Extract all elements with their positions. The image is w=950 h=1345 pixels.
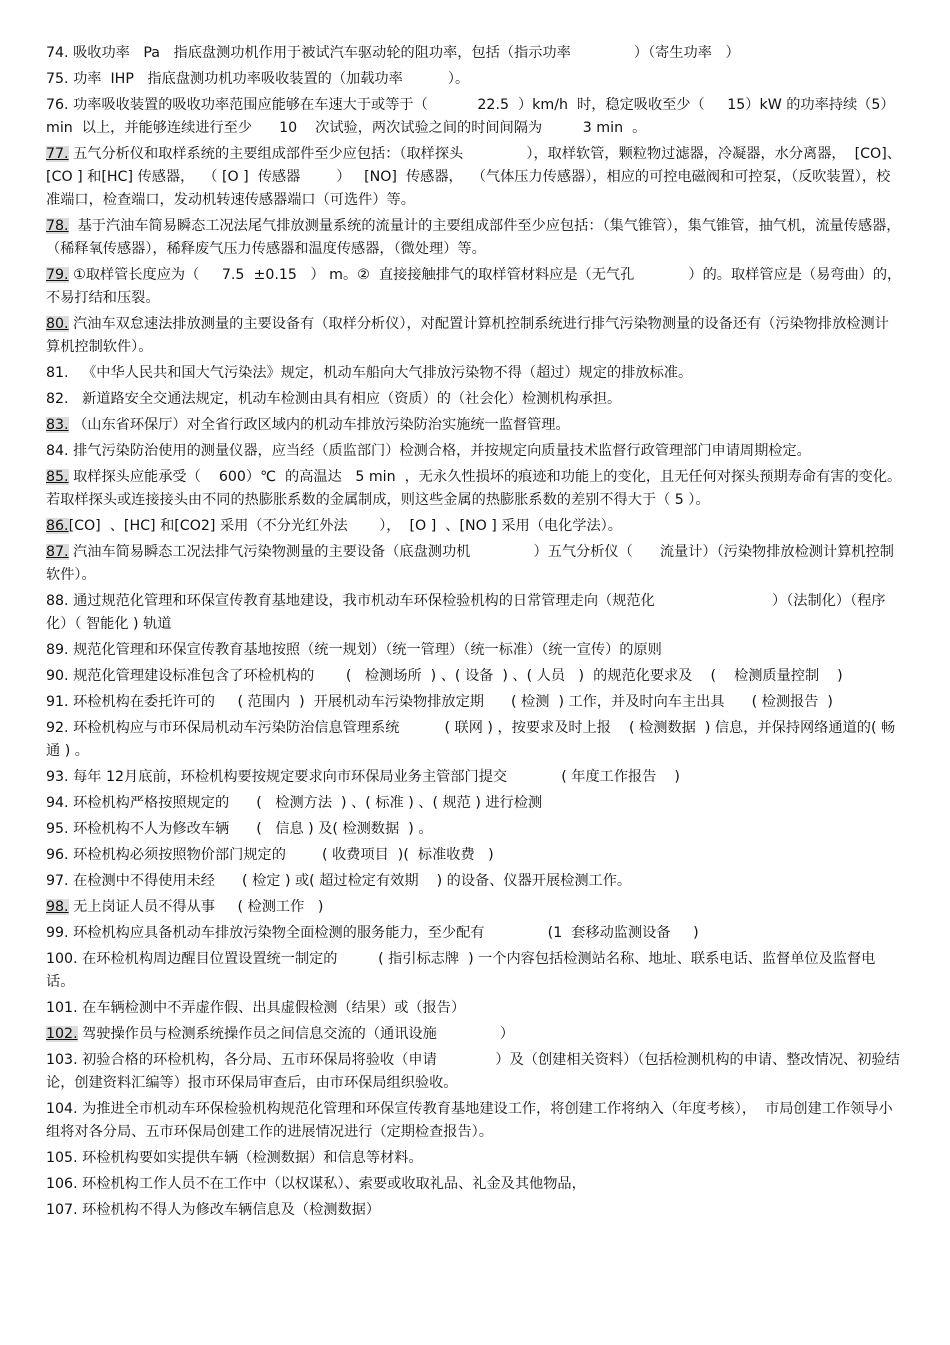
question-number: 78. [46, 218, 69, 234]
question-text: 基于汽油车简易瞬态工况法尾气排放测量系统的流量计的主要组成部件至少应包括：（集气锥管），集气锥管，抽气机，流量传感器，（稀释氧传感器），稀释废气压力传感器和温度传感器，（微处理）等。 [46, 218, 901, 257]
question-number: 74. [46, 45, 69, 61]
question-item [46, 440, 902, 463]
question-number: 103. [46, 1052, 78, 1068]
question-number: 83. [46, 417, 69, 433]
question-item [46, 1023, 902, 1046]
question-number: 87. [46, 544, 69, 560]
question-number: 94. [46, 795, 69, 811]
question-item [46, 515, 902, 538]
question-item [46, 1173, 902, 1196]
document-page [46, 42, 902, 1225]
question-number: 99. [46, 925, 69, 941]
question-item [46, 1098, 902, 1144]
question-text: 吸收功率 Pa 指底盘测功机作用于被试汽车驱动轮的阻功率，包括（指示功率 ）（寄生功率 ） [68, 45, 740, 61]
question-item [46, 896, 902, 919]
question-item [46, 414, 902, 437]
question-item [46, 1049, 902, 1095]
question-text: 环检机构工作人员不在工作中（以权谋私）、索要或收取礼品、礼金及其他物品， [77, 1176, 586, 1192]
question-item [46, 997, 902, 1020]
question-item [46, 42, 902, 65]
question-item [46, 541, 902, 587]
question-number: 102. [46, 1026, 78, 1042]
question-number: 85. [46, 469, 69, 485]
question-item [46, 870, 902, 893]
question-item [46, 922, 902, 945]
question-number: 95. [46, 821, 69, 837]
question-item [46, 792, 902, 815]
question-text: 环检机构严格按照规定的 ( 检测方法 ) 、( 标准 ) 、( 规范 ) 进行检测 [68, 795, 543, 811]
question-number: 91. [46, 694, 69, 710]
question-text: 为推进全市机动车环保检验机构规范化管理和环保宣传教育基地建设工作，将创建工作将纳入（年度考核）， 市局创建工作领导小组将对各分局、五市环保局创建工作的进展情况进行（定期检查报告）。 [46, 1101, 893, 1140]
question-number: 107. [46, 1202, 78, 1218]
question-text: 五气分析仪和取样系统的主要组成部件至少应包括：（取样探头 ），取样软管，颗粒物过滤器，冷凝器，水分离器， [CO]、[CO ] 和[HC] 传感器， （ [O ] 传感器 ） [NO] 传感器， （气体压力传感器），相应的可控电磁阀和可控泵，（反吹装置），校准端口，检查端口，发动机转速传感器端口（可选件）等。 [46, 146, 901, 208]
question-item [46, 1147, 902, 1170]
question-number: 92. [46, 720, 69, 736]
question-item [46, 665, 902, 688]
question-text: 环检机构必须按照物价部门规定的 ( 收费项目 )( 标准收费 ) [68, 847, 494, 863]
question-number: 93. [46, 769, 69, 785]
question-text: 环检机构不人为修改车辆 ( 信息 ) 及( 检测数据 ) 。 [68, 821, 433, 837]
question-number: 101. [46, 1000, 78, 1016]
question-text: 初验合格的环检机构，各分局、五市环保局将验收（申请 ）及（创建相关资料）（包括检测机构的申请、整改情况、初验结论，创建资料汇编等）报市环保局审查后，由市环保局组织验收。 [46, 1052, 900, 1091]
question-item [46, 818, 902, 841]
question-text: 《中华人民共和国大气污染法》规定，机动车船向大气排放污染物不得（超过）规定的排放标准。 [68, 365, 693, 381]
question-text: 无上岗证人员不得从事 ( 检测工作 ) [68, 899, 324, 915]
question-item [46, 844, 902, 867]
question-text: 取样探头应能承受（ 600）℃ 的高温达 5 min ，无永久性损坏的痕迹和功能上的变化，且无任何对探头预期寿命有害的变化。若取样探头或连接接头由不同的热膨胀系数的金属制成，则这些金属的热膨胀系数的差别不得大于（ 5 ）。 [46, 469, 902, 508]
question-item [46, 691, 902, 714]
question-number: 96. [46, 847, 69, 863]
question-number: 98. [46, 899, 69, 915]
question-text: 规范化管理建设标准包含了环检机构的 ( 检测场所 ) 、( 设备 ) 、( 人员 ) 的规范化要求及 ( 检测质量控制 ) [68, 668, 843, 684]
question-number: 86. [46, 518, 69, 534]
question-text: 通过规范化管理和环保宣传教育基地建设，我市机动车环保检验机构的日常管理走向（规范化 ）（法制化）（程序化）（ 智能化 ) 轨道 [46, 593, 886, 632]
question-text: 在车辆检测中不弄虚作假、出具虚假检测（结果）或（报告） [77, 1000, 466, 1016]
question-text: 环检机构不得人为修改车辆信息及（检测数据） [77, 1202, 381, 1218]
question-number: 77. [46, 146, 69, 162]
question-item [46, 948, 902, 994]
question-number: 100. [46, 951, 78, 967]
question-item [46, 466, 902, 512]
question-number: 79. [46, 267, 69, 283]
question-number: 90. [46, 668, 69, 684]
question-item [46, 313, 902, 359]
question-item [46, 94, 902, 140]
question-text: 新道路安全交通法规定，机动车检测由具有相应（资质）的（社会化）检测机构承担。 [68, 391, 622, 407]
question-number: 76. [46, 97, 69, 113]
question-item [46, 590, 902, 636]
question-text: 在检测中不得使用未经 ( 检定 ) 或( 超过检定有效期 ) 的设备、仪器开展检测工作。 [68, 873, 632, 889]
question-number: 104. [46, 1101, 78, 1117]
question-item [46, 215, 902, 261]
question-number: 89. [46, 642, 69, 658]
question-item [46, 388, 902, 411]
question-item [46, 264, 902, 310]
question-text: 环检机构在委托许可的 ( 范围内 ) 开展机动车污染物排放定期 ( 检测 ) 工作，并及时向车主出具 ( 检测报告 ) [68, 694, 833, 710]
question-item [46, 717, 902, 763]
question-text: [CO] 、[HC] 和[CO2] 采用（不分光红外法 ）， [O ] 、[NO ] 采用（电化学法）。 [68, 518, 622, 534]
question-text: 在环检机构周边醒目位置设置统一制定的 ( 指引标志牌 ) 一个内容包括检测站名称、地址、联系电话、监督单位及监督电话。 [46, 951, 876, 990]
question-item [46, 143, 902, 212]
question-item [46, 362, 902, 385]
question-number: 81. [46, 365, 69, 381]
question-text: 功率 IHP 指底盘测功机功率吸收装置的（加载功率 ）。 [68, 71, 470, 87]
question-item [46, 1199, 902, 1222]
question-text: 汽油车双怠速法排放测量的主要设备有（取样分析仪），对配置计算机控制系统进行排气污染物测量的设备还有（污染物排放检测计算机控制软件）。 [46, 316, 889, 355]
question-number: 82. [46, 391, 69, 407]
question-item [46, 766, 902, 789]
question-number: 84. [46, 443, 69, 459]
question-text: 功率吸收装置的吸收功率范围应能够在车速大于或等于（ 22.5 ）km/h 时，稳定吸收至少（ 15）kW 的功率持续（5） min 以上，并能够连续进行至少 10 次试验，两次试验之间的时间间隔为 3 min 。 [46, 97, 900, 136]
question-number: 105. [46, 1150, 78, 1166]
question-text: 环检机构应具备机动车排放污染物全面检测的服务能力，至少配有 (1 套移动监测设备 ) [68, 925, 699, 941]
question-item [46, 68, 902, 91]
question-text: ①取样管长度应为（ 7.5 ±0.15 ） m。② 直接接触排气的取样管材料应是（无气孔 ）的。取样管应是（易弯曲）的，不易打结和压裂。 [46, 267, 902, 306]
question-text: 汽油车简易瞬态工况法排气污染物测量的主要设备（底盘测功机 ）五气分析仪（ 流量计）（污染物排放检测计算机控制软件）。 [46, 544, 894, 583]
question-text: 环检机构应与市环保局机动车污染防治信息管理系统 ( 联网 ) ，按要求及时上报 ( 检测数据 ) 信息，并保持网络通道的( 畅通 ) 。 [46, 720, 896, 759]
question-number: 97. [46, 873, 69, 889]
question-text: （山东省环保厅）对全省行政区域内的机动车排放污染防治实施统一监督管理。 [68, 417, 570, 433]
question-text: 驾驶操作员与检测系统操作员之间信息交流的（通讯设施 ） [77, 1026, 515, 1042]
question-number: 106. [46, 1176, 78, 1192]
question-number: 75. [46, 71, 69, 87]
question-number: 88. [46, 593, 69, 609]
question-text: 规范化管理和环保宣传教育基地按照（统一规划）（统一管理）（统一标准）（统一宣传）的原则 [68, 642, 662, 658]
question-item [46, 639, 902, 662]
question-text: 每年 12月底前，环检机构要按规定要求向市环保局业务主管部门提交 ( 年度工作报告 ) [68, 769, 680, 785]
question-text: 环检机构要如实提供车辆（检测数据）和信息等材料。 [77, 1150, 423, 1166]
question-number: 80. [46, 316, 69, 332]
question-text: 排气污染防治使用的测量仪器，应当经（质监部门）检测合格，并按规定向质量技术监督行政管理部门申请周期检定。 [68, 443, 811, 459]
